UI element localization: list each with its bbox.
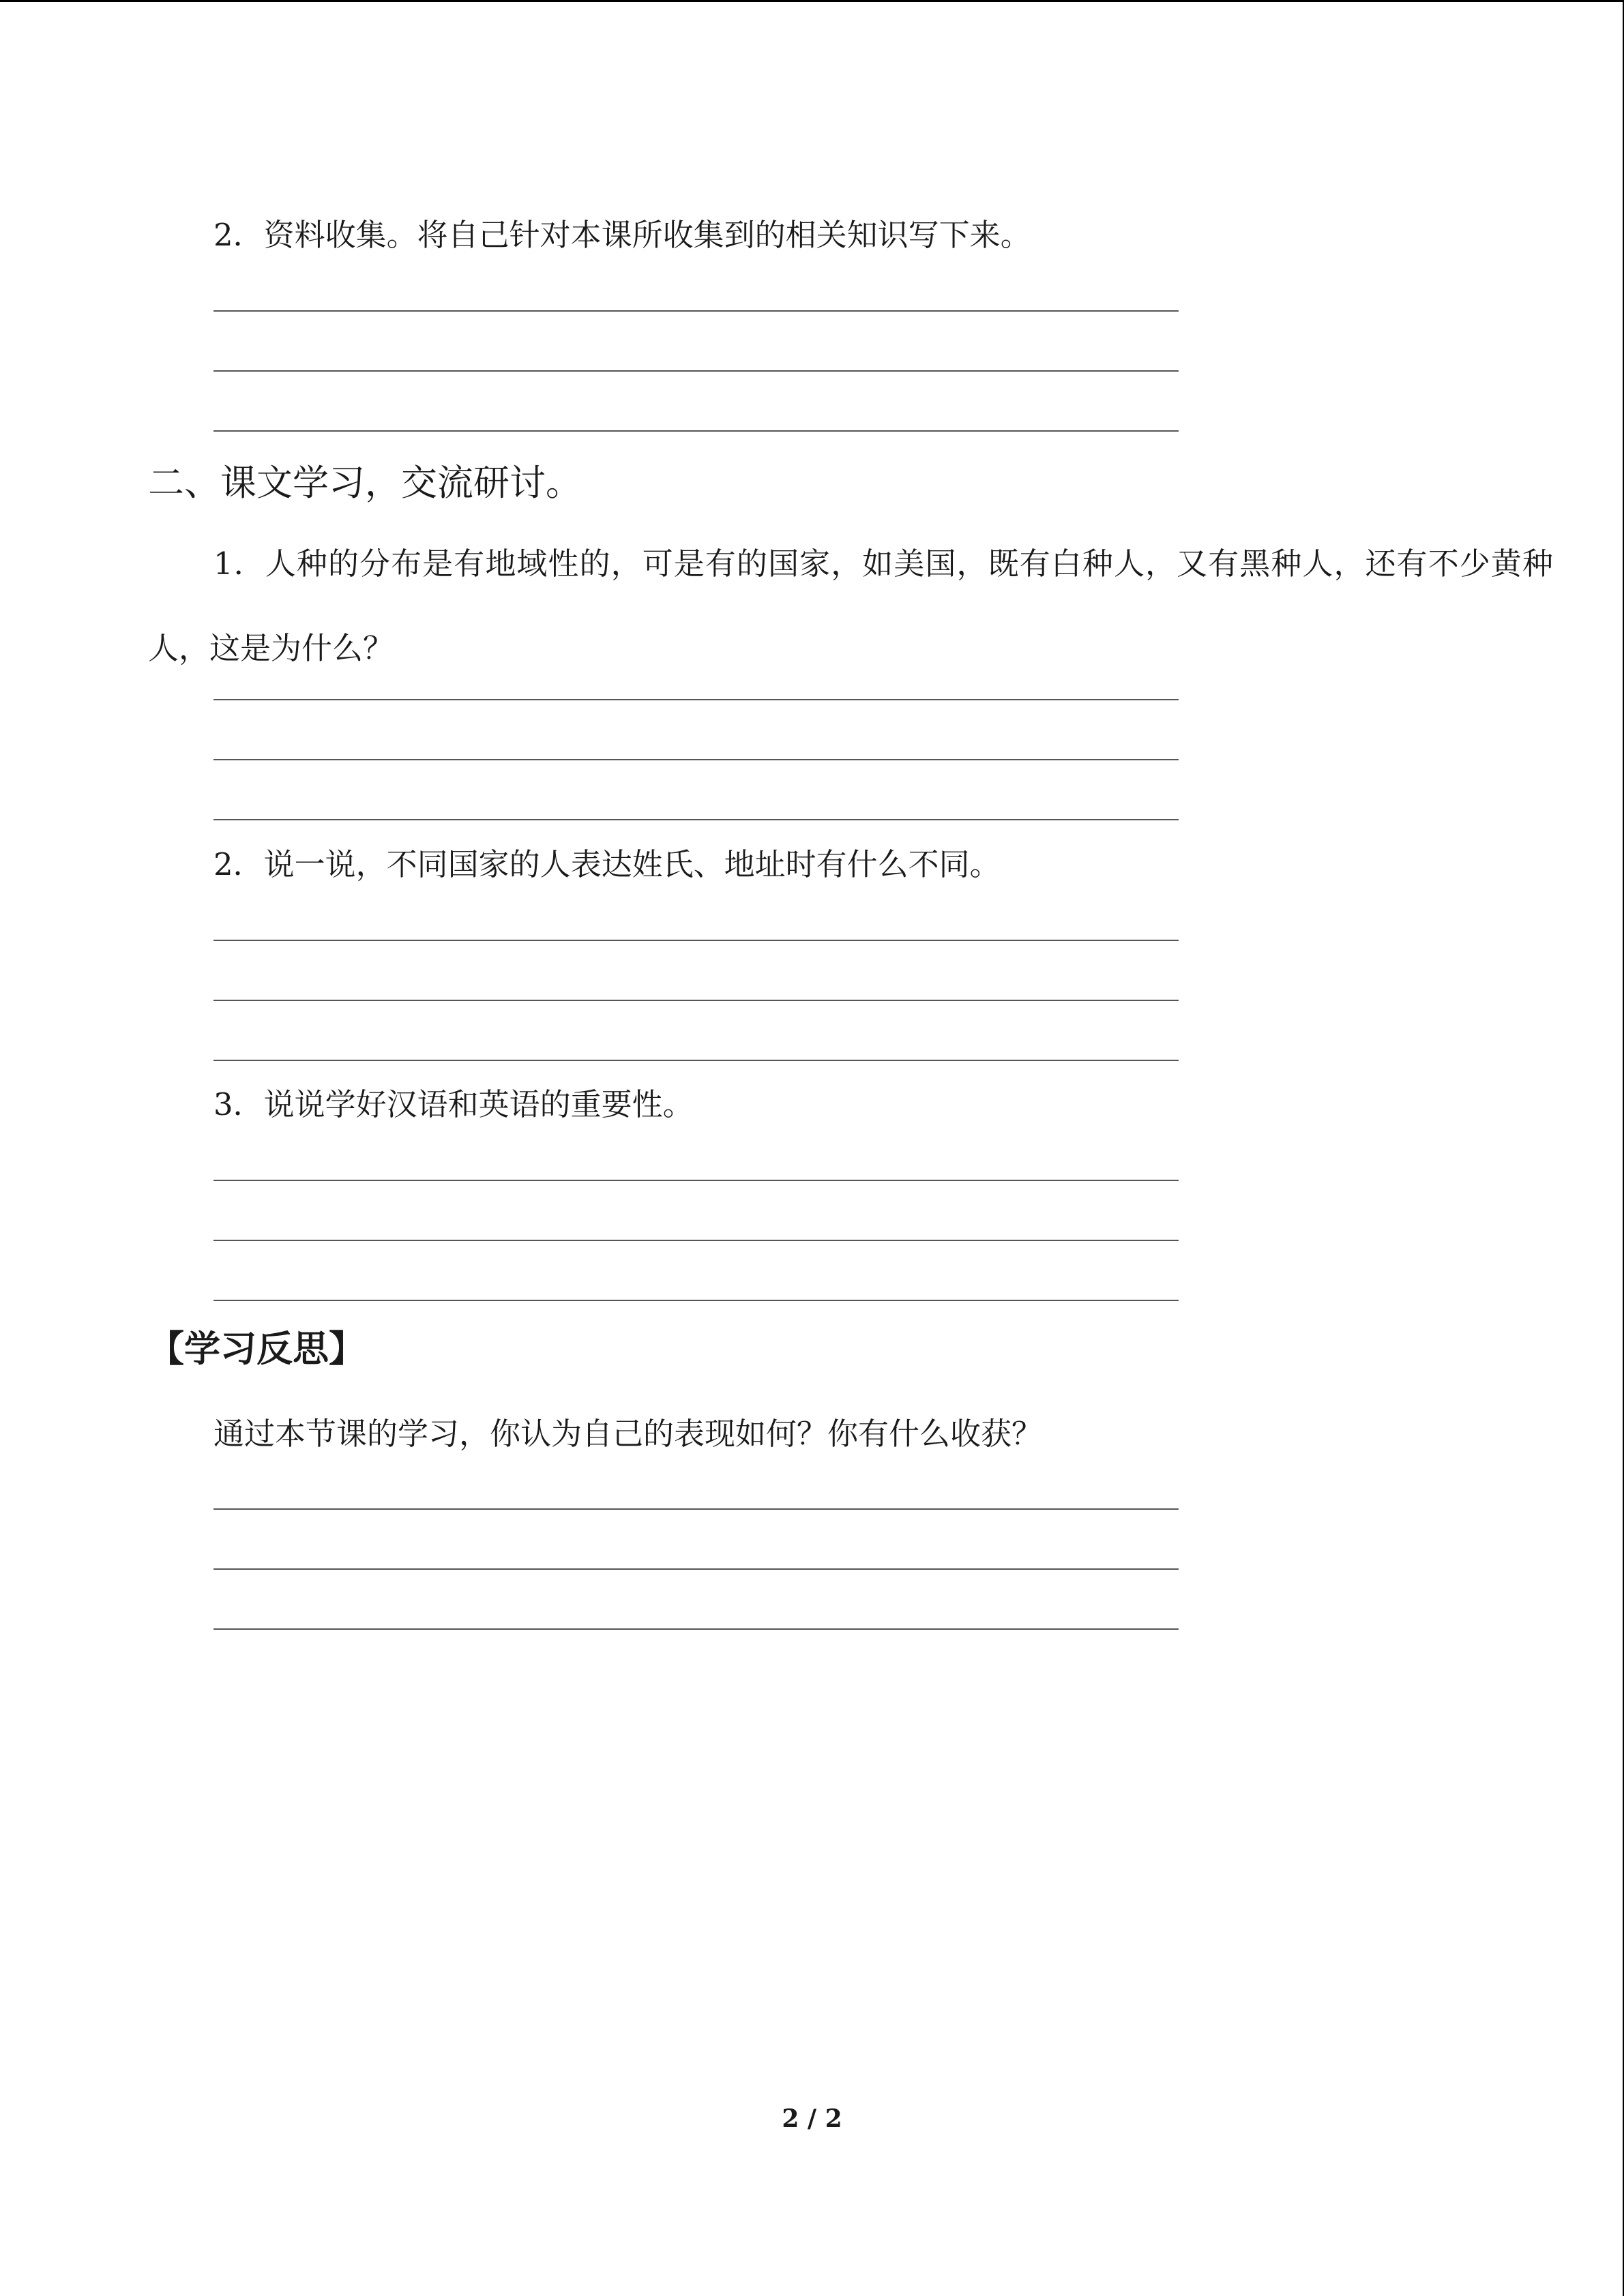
question-collect-info: 2．资料收集。将自己针对本课所收集到的相关知识写下来。 (213, 217, 1031, 253)
reflection-prompt: 通过本节课的学习，你认为自己的表现如何？你有什么收获？ (213, 1416, 1043, 1452)
answer-line[interactable] (213, 1000, 1179, 1001)
answer-line[interactable] (213, 1240, 1179, 1241)
answer-line[interactable] (213, 1628, 1179, 1630)
answer-line[interactable] (213, 1060, 1179, 1061)
section-heading-reflection: 【学习反思】 (148, 1328, 365, 1370)
question-language-importance: 3．说说学好汉语和英语的重要性。 (213, 1086, 694, 1122)
answer-line[interactable] (213, 1180, 1179, 1181)
answer-line[interactable] (213, 759, 1179, 760)
answer-line[interactable] (213, 370, 1179, 372)
page-number: 2 / 2 (782, 2104, 842, 2133)
answer-line[interactable] (213, 819, 1179, 820)
answer-line[interactable] (213, 940, 1179, 941)
answer-line[interactable] (213, 1300, 1179, 1301)
answer-line[interactable] (213, 1568, 1179, 1570)
question-names-addresses: 2．说一说，不同国家的人表达姓氏、地址时有什么不同。 (213, 846, 1001, 882)
question-race-distribution: 1．人种的分布是有地域性的，可是有的国家，如美国，既有白种人，又有黑种人，还有不少黄种人，这是为什么？ (148, 546, 1553, 666)
answer-line[interactable] (213, 1508, 1179, 1510)
answer-line[interactable] (213, 430, 1179, 432)
section-heading-text-study: 二、课文学习，交流研讨。 (148, 462, 582, 504)
answer-line[interactable] (213, 699, 1179, 700)
answer-line[interactable] (213, 310, 1179, 312)
